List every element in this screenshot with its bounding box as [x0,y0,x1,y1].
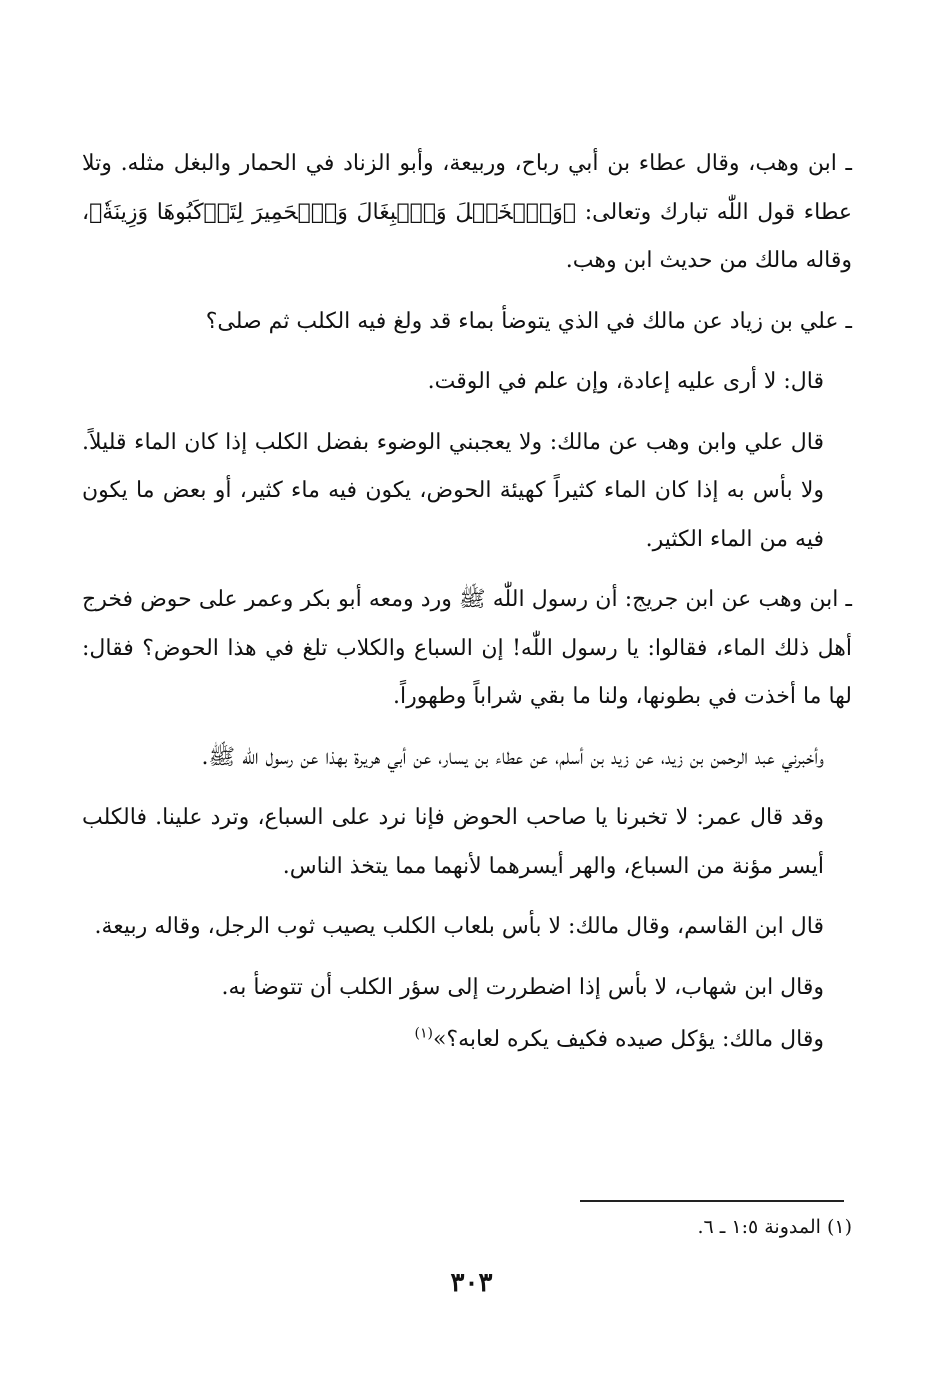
footnote-divider [580,1200,844,1202]
quran-verse: ﴿وَٱلۡخَيۡلَ وَٱلۡبِغَالَ وَٱلۡحَمِيرَ لِتَرۡكَبُوهَا وَزِينَةٗ﴾ [89,199,577,225]
paragraph-2: ـ علي بن زياد عن مالك في الذي يتوضأ بماء قد ولغ فيه الكلب ثم صلى؟ [205,308,852,334]
page-number: ٣٠٣ [450,1268,493,1298]
paragraph-10 [82,1016,852,1065]
paragraph-8: قال ابن القاسم، وقال مالك: لا بأس بلعاب الكلب يصيب ثوب الرجل، وقاله ربيعة. [94,914,824,939]
paragraph-1-text-before: ـ ابن وهب، وقال عطاء بن أبي رباح، وربيعة، وأبو الزناد في الحمار والبغل مثله. وتلا عطاء قول اللّٰه تبارك وتعالى: [82,151,853,225]
paragraph-9: وقال ابن شهاب، لا بأس إذا اضطررت إلى سؤر الكلب أن تتوضأ به. [221,974,824,1000]
paragraph-1-text-after: ، وقاله مالك من حديث ابن وهب. [82,199,852,273]
footnote-reference: (١) [414,1025,433,1042]
main-text [82,140,852,1065]
paragraph-10-text: وقال مالك: يؤكل صيده فكيف يكره لعابه؟» [432,1027,824,1052]
paragraph-7: وقد قال عمر: لا تخبرنا يا صاحب الحوض فإنا نرد على السباع، وترد علينا. فالكلب أيسر مؤنة من السباع، والهر أيسرهما لأنهما مما يتخذ الناس. [82,805,824,879]
footnote: (١) المدونة ١:٥ ـ ٦. [697,1216,852,1238]
paragraph-1 [82,140,852,286]
paragraph-4: قال علي وابن وهب عن مالك: ولا يعجبني الوضوء بفضل الكلب إذا كان الماء قليلاً. ولا بأس به إذا كان الماء كثيراً كهيئة الحوض، يكون فيه ماء كثير، أو بعض ما يكون فيه من الماء الكثير. [82,429,824,552]
paragraph-3: قال: لا أرى عليه إعادة، وإن علم في الوقت. [427,369,824,394]
paragraph-5: ـ ابن وهب عن ابن جريج: أن رسول اللّٰه ﷺ ورد ومعه أبو بكر وعمر على حوض فخرج أهل ذلك الماء، فقالوا: يا رسول اللّٰه! إن السباع والكلاب تلغ في هذا الحوض؟ فقال: لها ما أخذت في بطونها، ولنا ما بقي شراباً وطهوراً. [82,587,852,709]
paragraph-6: وأخبرني عبد الرحمن بن زيد، عن زيد بن أسلم، عن عطاء بن يسار، عن أبي هريرة بهذا عن رسول اللّٰه ﷺ. [201,744,824,770]
